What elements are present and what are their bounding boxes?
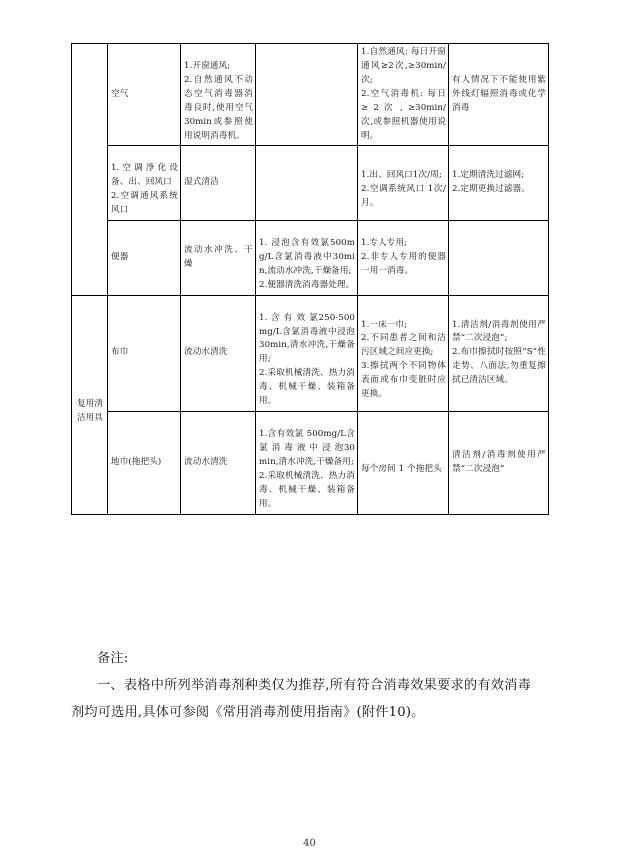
notes-item-1: 一、表格中所列举消毒剂种类仅为推荐,所有符合消毒效果要求的有效消毒剂均可选用,具体可参阅《常用消毒剂使用指南》(附件10)。 xyxy=(71,678,531,721)
cell-disinfect: 1. 含 有 效 氯250-500mg/L含氯消毒液中浸泡 30min,清水冲洗,干燥备用; 2.采取机械清洗、热力消毒、机械干燥、装箱备用。 xyxy=(256,295,358,411)
cell-item: 布巾 xyxy=(108,295,181,411)
cell-frequency: 1.专人专用; 2.非专人专用的便器一用一消毒。 xyxy=(358,221,449,296)
cell-note: 清洁剂/消毒剂使用严禁“二次浸泡” xyxy=(449,412,549,514)
table-row xyxy=(72,44,549,146)
cell-note: 1.清洁剂/消毒剂使用严禁“二次浸泡”; 2.布巾擦拭时按照“S”性走势、八面法,勿重复擦拭已清洁区域。 xyxy=(449,295,549,411)
cell-group-blank xyxy=(72,44,108,296)
cell-item: 地巾(拖把头) xyxy=(108,412,181,514)
table-row xyxy=(72,146,549,221)
notes-section xyxy=(71,645,531,727)
cell-note xyxy=(449,221,549,296)
cell-note: 有人情况下不能使用紫外线灯辐照消毒或化学消毒 xyxy=(449,44,549,146)
cell-note: 1.定期清洗过滤网; 2.定期更换过滤器。 xyxy=(449,146,549,221)
cell-item: 1.空调净化设备、出、回风口 2.空调通风系统风口 xyxy=(108,146,181,221)
cell-frequency: 1.自然通风: 每日开窗通风≥2次,≥30min/次; 2.空气消毒机: 每日 ≥ 2 次 , ≥30min/次,或参照机器使用说明。 xyxy=(358,44,449,146)
table-row xyxy=(72,412,549,514)
cell-item: 空气 xyxy=(108,44,181,146)
page-number: 40 xyxy=(303,838,316,849)
cell-clean: 流动水清洗 xyxy=(181,295,256,411)
cleaning-disinfection-table xyxy=(71,43,549,515)
table-row xyxy=(72,221,549,296)
cell-disinfect: 1.含有效氯 500mg/L含 氯 消 毒 液 中 浸 泡30min,清水冲洗,干燥备用; 2.采取机械清洗、热力消毒、机械干燥、装箱备用。 xyxy=(256,412,358,514)
cell-clean: 流动水清洗 xyxy=(181,412,256,514)
cell-item: 便器 xyxy=(108,221,181,296)
table-row xyxy=(72,295,549,411)
cell-disinfect: 1. 浸泡含有效氯500mg/L含氯消毒液中30min,流动水冲洗,干燥备用; 2.便器清洗消毒器处理。 xyxy=(256,221,358,296)
cell-frequency: 1.出、回风口1次/周; 2.空调系统风口 1次/月。 xyxy=(358,146,449,221)
cell-frequency: 1.一床一巾; 2.不同患者之间和洁污区域之间应更换; 3.擦拭两个不同物体表面或布巾变脏时应更换。 xyxy=(358,295,449,411)
cell-clean: 1.开窗通风; 2.自然通风不动态空气消毒器消毒良时,使用空气30min或参照使用说明消毒机。 xyxy=(181,44,256,146)
cell-group-label: 复用清洁用具 xyxy=(72,295,108,514)
cell-frequency: 每个房间 1 个拖把头 xyxy=(358,412,449,514)
cell-clean: 流动水冲洗、干燥 xyxy=(181,221,256,296)
cell-disinfect xyxy=(256,44,358,146)
cell-disinfect xyxy=(256,146,358,221)
cell-clean: 湿式清洁 xyxy=(181,146,256,221)
notes-heading: 备注: xyxy=(97,651,129,666)
